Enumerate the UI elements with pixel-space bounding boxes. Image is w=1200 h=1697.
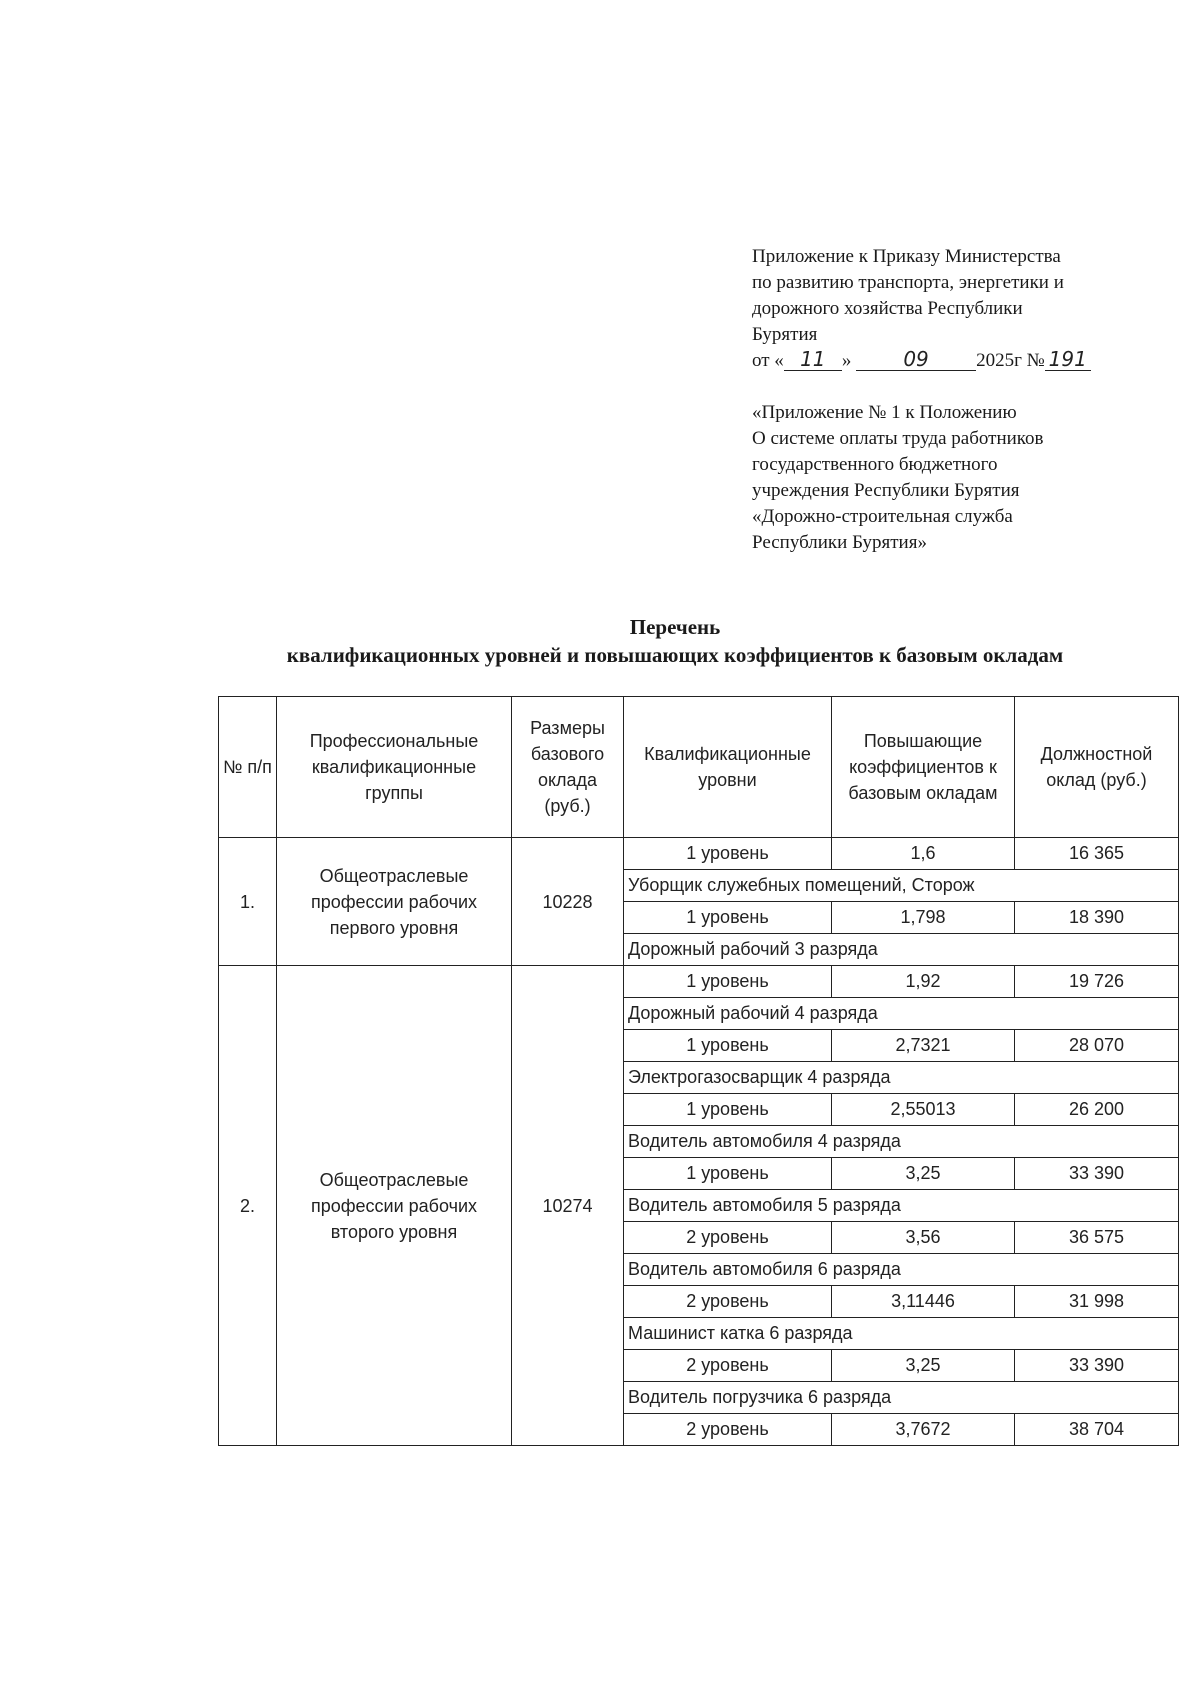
appendix-line: О системе оплаты труда работников [752,428,1044,449]
date-year: 2025г № [976,350,1045,371]
salary-cell: 18 390 [1015,902,1179,934]
header-base-salary: Размеры базового оклада (руб.) [512,697,624,838]
profession-cell: Уборщик служебных помещений, Сторож [624,870,1179,902]
level-cell: 1 уровень [624,1030,832,1062]
table-row [219,838,1179,870]
table-row [219,966,1179,998]
appendix-header [752,244,1152,374]
profession-cell: Водитель погрузчика 6 разряда [624,1382,1179,1414]
title-line-1: Перечень [629,615,721,639]
salary-cell: 31 998 [1015,1286,1179,1318]
order-date-line [752,348,1152,374]
group-base-salary: 10274 [512,966,624,1446]
level-cell: 1 уровень [624,1094,832,1126]
salary-cell: 33 390 [1015,1350,1179,1382]
profession-cell: Водитель автомобиля 6 разряда [624,1254,1179,1286]
level-cell: 1 уровень [624,1158,832,1190]
coef-cell: 3,25 [832,1350,1015,1382]
group-number: 1. [219,838,277,966]
date-prefix: от « [752,350,784,371]
coef-cell: 3,56 [832,1222,1015,1254]
title-line-2: квалификационных уровней и повышающих коэффициентов к базовым окладам [286,643,1064,667]
coef-cell: 1,798 [832,902,1015,934]
header-line: по развитию транспорта, энергетики и [752,272,1064,293]
salary-cell: 38 704 [1015,1414,1179,1446]
header-position-salary: Должностной оклад (руб.) [1015,697,1179,838]
header-group: Профессиональные квалификационные группы [277,697,512,838]
level-cell: 2 уровень [624,1350,832,1382]
header-coefficients: Повышающие коэффициентов к базовым окладам [832,697,1015,838]
profession-cell: Электрогазосварщик 4 разряда [624,1062,1179,1094]
appendix-line: Республики Бурятия» [752,532,927,553]
coef-cell: 3,7672 [832,1414,1015,1446]
group-base-salary: 10228 [512,838,624,966]
appendix-line: учреждения Республики Бурятия [752,480,1020,501]
table-header-row [219,697,1179,838]
profession-cell: Водитель автомобиля 5 разряда [624,1190,1179,1222]
appendix-line: государственного бюджетного [752,454,998,475]
regulation-appendix-note [752,400,1152,556]
profession-cell: Дорожный рабочий 4 разряда [624,998,1179,1030]
handwritten-order-number: 191 [1045,348,1091,371]
appendix-line: «Дорожно-строительная служба [752,506,1013,527]
document-title [150,613,1200,669]
coef-cell: 1,6 [832,838,1015,870]
date-mid: » [841,350,852,371]
salary-cell: 33 390 [1015,1158,1179,1190]
coef-cell: 3,25 [832,1158,1015,1190]
coef-cell: 1,92 [832,966,1015,998]
appendix-line: «Приложение № 1 к Положению [752,402,1017,423]
qualification-table [218,696,1179,1446]
profession-cell: Дорожный рабочий 3 разряда [624,934,1179,966]
level-cell: 2 уровень [624,1286,832,1318]
level-cell: 2 уровень [624,1222,832,1254]
profession-cell: Водитель автомобиля 4 разряда [624,1126,1179,1158]
salary-cell: 16 365 [1015,838,1179,870]
group-name: Общеотраслевые профессии рабочих второго уровня [277,966,512,1446]
header-line: дорожного хозяйства Республики [752,298,1023,319]
header-line: Приложение к Приказу Министерства [752,246,1061,267]
coef-cell: 2,55013 [832,1094,1015,1126]
salary-cell: 28 070 [1015,1030,1179,1062]
header-levels: Квалификационные уровни [624,697,832,838]
group-name: Общеотраслевые профессии рабочих первого уровня [277,838,512,966]
level-cell: 1 уровень [624,966,832,998]
level-cell: 1 уровень [624,902,832,934]
profession-cell: Машинист катка 6 разряда [624,1318,1179,1350]
header-num: № п/п [219,697,277,838]
level-cell: 2 уровень [624,1414,832,1446]
salary-cell: 19 726 [1015,966,1179,998]
handwritten-month: 09 [856,348,976,371]
level-cell: 1 уровень [624,838,832,870]
coef-cell: 3,11446 [832,1286,1015,1318]
header-line: Бурятия [752,324,818,345]
coef-cell: 2,7321 [832,1030,1015,1062]
salary-cell: 26 200 [1015,1094,1179,1126]
handwritten-day: 11 [784,348,842,371]
group-number: 2. [219,966,277,1446]
salary-cell: 36 575 [1015,1222,1179,1254]
